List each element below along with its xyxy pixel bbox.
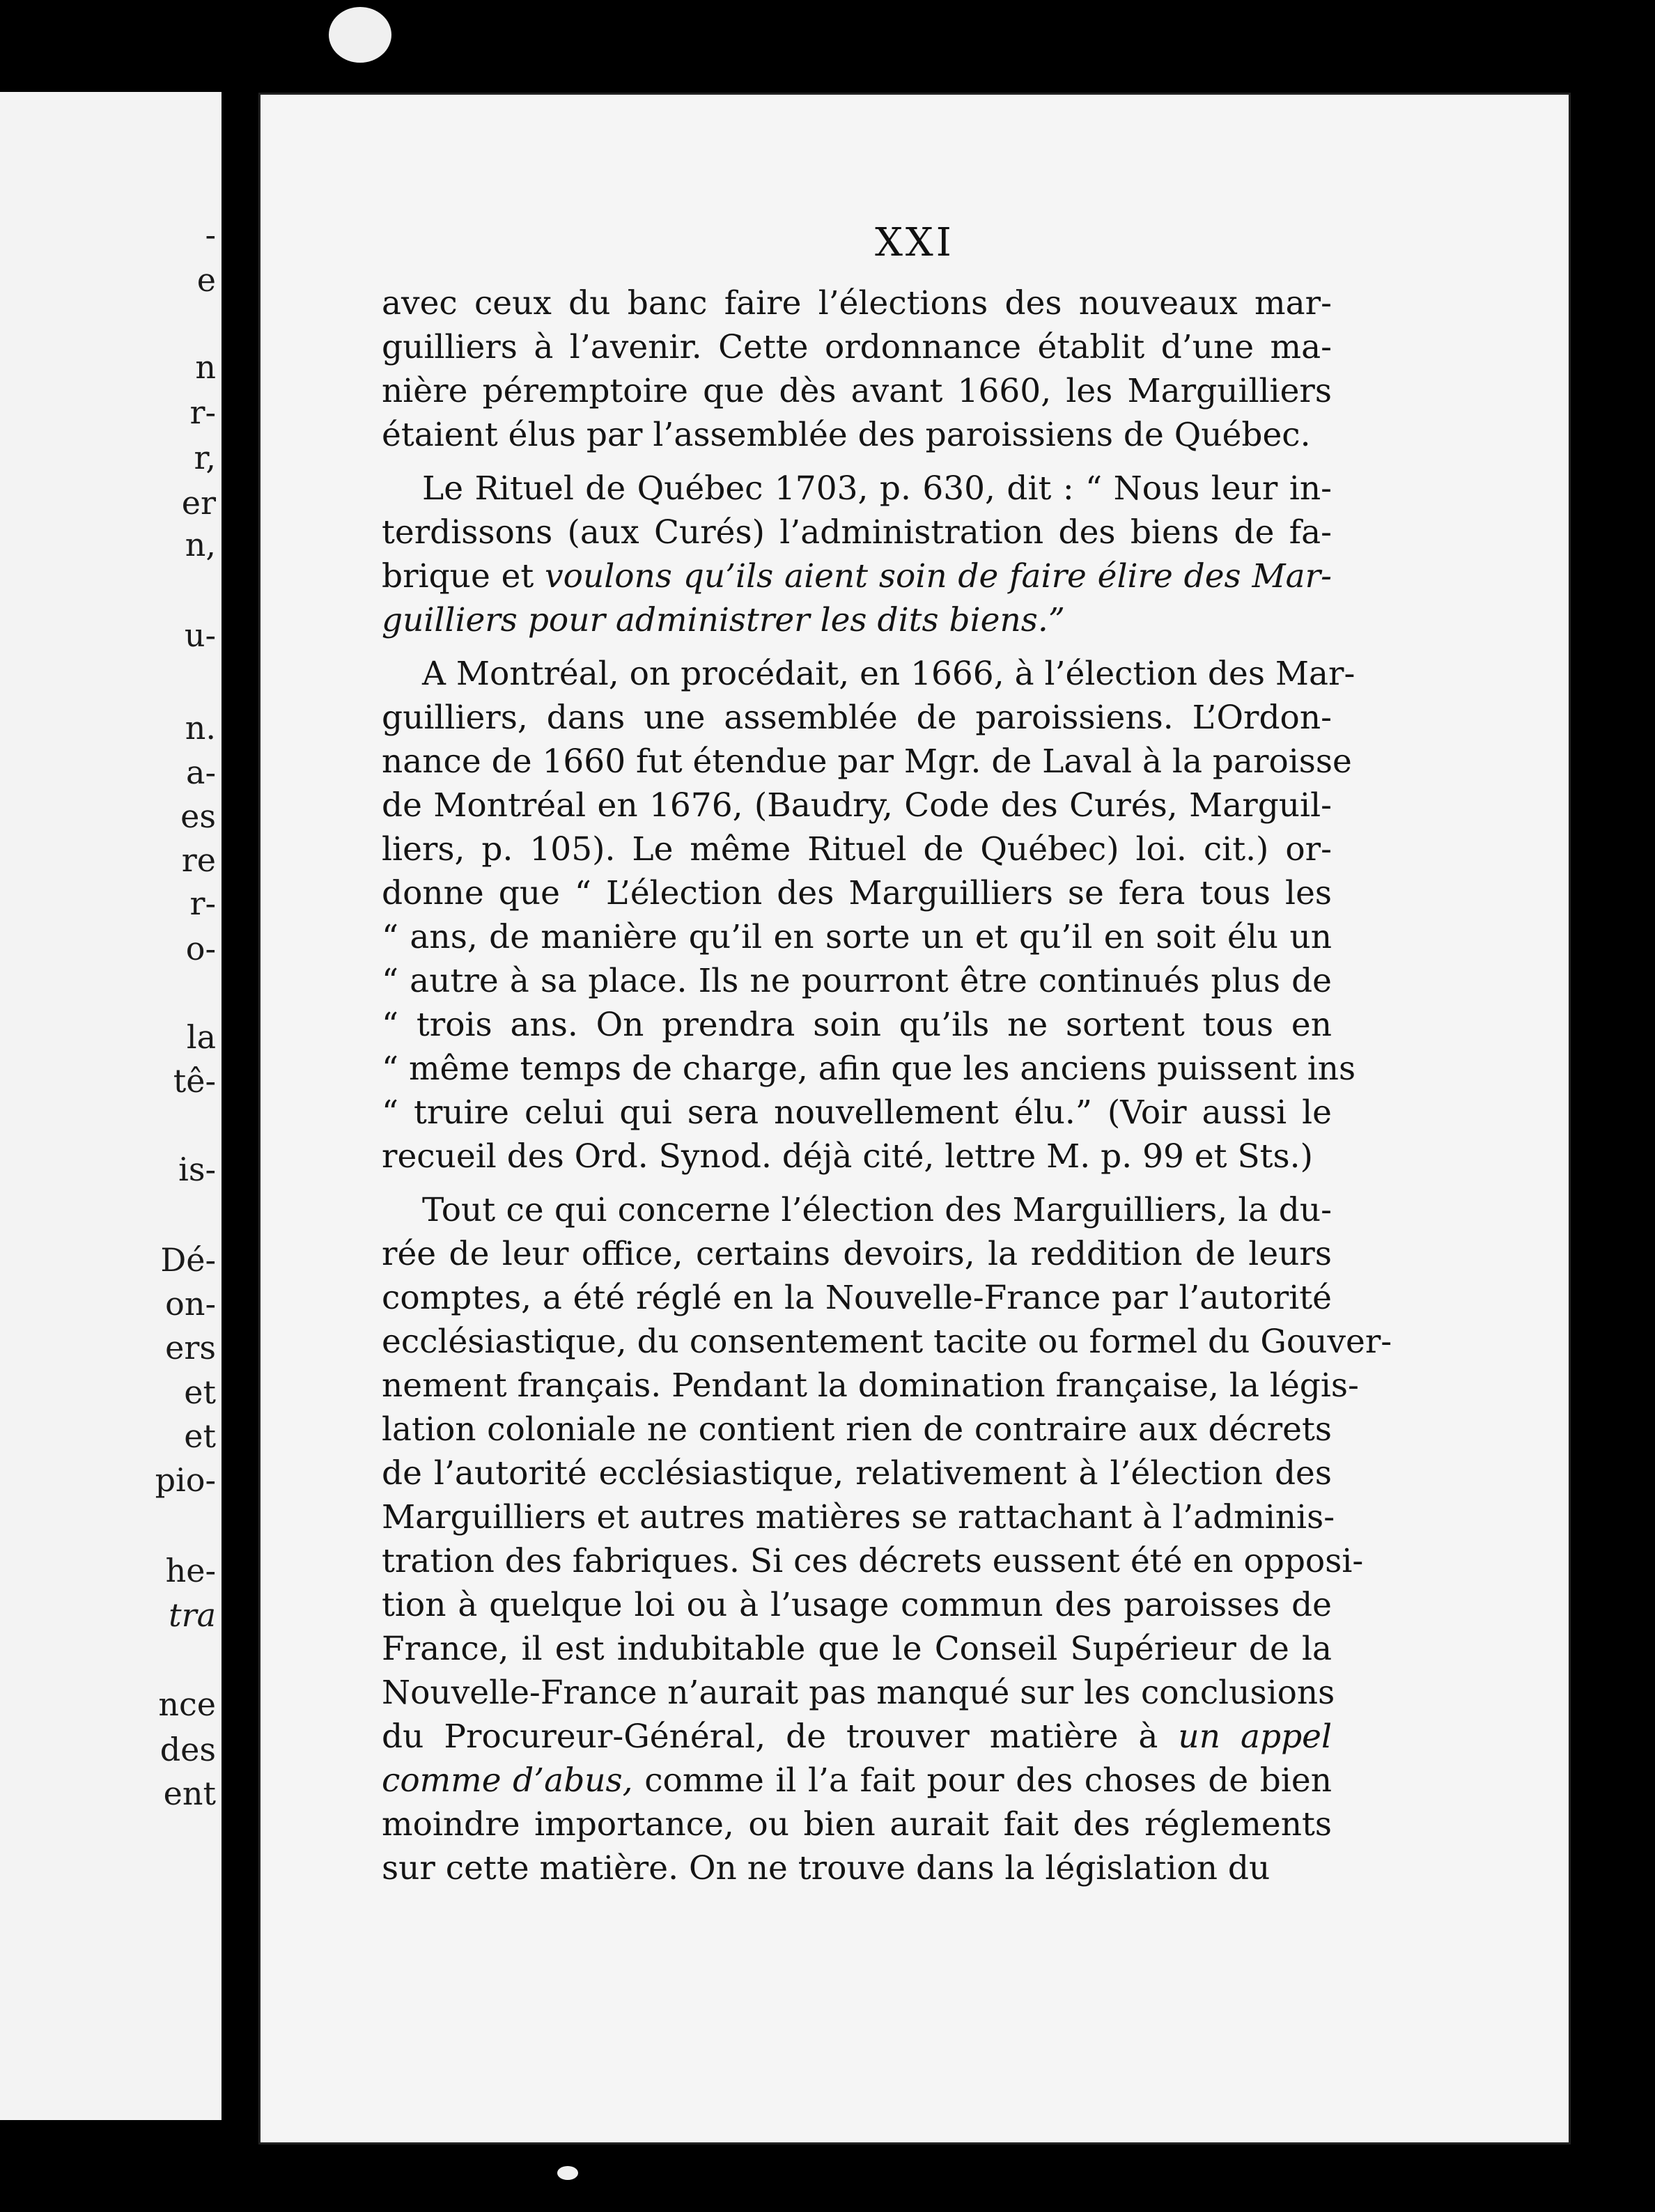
facing-page-fragment: tê-	[173, 1062, 216, 1100]
facing-page-fragment: e	[196, 261, 216, 299]
text-line: “ trois ans. On prendra soin qu’ils ne sortent tous en	[382, 1006, 1332, 1044]
text-line: moindre importance, ou bien aurait fait des réglements	[382, 1805, 1332, 1844]
facing-page-fragment: u-	[184, 616, 216, 654]
facing-page-fragment: n	[195, 348, 216, 386]
text-line: étaient élus par l’assemblée des paroissiens de Québec.	[382, 416, 1311, 454]
text-line: lation coloniale ne contient rien de contraire aux décrets	[382, 1410, 1332, 1449]
page-number: XXI	[875, 220, 954, 265]
text-line	[382, 554, 1332, 598]
text-line: recueil des Ord. Synod. déjà cité, lettre M. p. 99 et Sts.)	[382, 1137, 1313, 1176]
facing-page-edge	[0, 92, 222, 2120]
facing-page-fragment: o-	[185, 930, 216, 967]
paragraph-1	[382, 281, 1332, 457]
text-line: “ autre à sa place. Ils ne pourront être continués plus de	[382, 962, 1332, 1000]
text-line: nement français. Pendant la domination française, la légis-	[382, 1366, 1359, 1405]
paragraph-4	[382, 1188, 1392, 1890]
italic-segment: un appel	[1178, 1718, 1332, 1756]
text-segment: comme il l’a fait pour des choses de bien	[632, 1761, 1332, 1800]
facing-page-fragment: n.	[185, 709, 216, 747]
text-segment: du Procureur-Général, de trouver matière à	[382, 1718, 1179, 1756]
text-line: “ même temps de charge, afin que les anciens puissent ins	[382, 1050, 1356, 1088]
facing-page-fragment: nce	[158, 1685, 216, 1723]
facing-page-fragment: Dé-	[160, 1241, 216, 1279]
facing-page-fragment: pio-	[155, 1461, 216, 1499]
text-line: avec ceux du banc faire l’élections des nouveaux mar-	[382, 284, 1332, 322]
text-line: Nouvelle-France n’aurait pas manqué sur les conclusions	[382, 1674, 1335, 1712]
text-line: rée de leur office, certains devoirs, la reddition de leurs	[382, 1235, 1332, 1273]
book-page	[261, 95, 1569, 2142]
facing-page-fragment: et	[184, 1417, 216, 1455]
text-line: tration des fabriques. Si ces décrets eussent été en opposi-	[382, 1542, 1364, 1580]
text-line: comptes, a été réglé en la Nouvelle-France par l’autorité	[382, 1279, 1332, 1317]
text-line: nière péremptoire que dès avant 1660, les Marguilliers	[382, 372, 1332, 410]
facing-page-fragment: tra	[169, 1596, 216, 1634]
text-line: tion à quelque loi ou à l’usage commun des paroisses de	[382, 1586, 1332, 1624]
facing-page-fragment: is-	[178, 1151, 216, 1188]
text-line	[382, 1759, 1332, 1802]
dust-speck	[329, 7, 391, 63]
facing-page-fragment: -	[205, 216, 216, 254]
text-line: sur cette matière. On ne trouve dans la législation du	[382, 1849, 1271, 1887]
text-line: Tout ce qui concerne l’élection des Marguilliers, la du-	[422, 1191, 1332, 1229]
facing-page-fragment: he-	[165, 1552, 216, 1589]
dust-speck	[557, 2166, 578, 2180]
text-line: terdissons (aux Curés) l’administration des biens de fa-	[382, 513, 1332, 552]
facing-page-fragment: r-	[189, 885, 216, 922]
facing-page-fragment: re	[181, 841, 216, 879]
facing-page-fragment: ent	[163, 1775, 216, 1812]
text-line: de Montréal en 1676, (Baudry, Code des Curés, Marguil-	[382, 786, 1332, 825]
facing-page-fragment: la	[186, 1018, 216, 1056]
facing-page-fragment: a-	[186, 754, 216, 791]
italic-segment: comme d’abus,	[382, 1761, 633, 1800]
facing-page-fragment: es	[180, 797, 216, 835]
text-segment: brique et	[382, 557, 545, 595]
text-line: Le Rituel de Québec 1703, p. 630, dit : “ Nous leur in-	[422, 469, 1332, 508]
text-line: “ truire celui qui sera nouvellement élu.” (Voir aussi le	[382, 1093, 1332, 1132]
text-line: guilliers à l’avenir. Cette ordonnance établit d’une ma-	[382, 328, 1332, 366]
text-line: guilliers pour administrer les dits biens.”	[382, 601, 1065, 639]
text-line	[382, 1715, 1332, 1759]
facing-page-fragment: n,	[185, 526, 216, 563]
facing-page-fragment: des	[160, 1731, 216, 1768]
text-line: donne que “ L’élection des Marguilliers se fera tous les	[382, 874, 1332, 912]
italic-segment: voulons qu’ils aient soin de faire élire des Mar-	[545, 557, 1332, 595]
paragraph-2	[382, 467, 1332, 642]
text-line: A Montréal, on procédait, en 1666, à l’élection des Mar-	[422, 655, 1355, 693]
text-line: “ ans, de manière qu’il en sorte un et qu’il en soit élu un	[382, 918, 1332, 956]
facing-page-fragment: on-	[165, 1285, 216, 1323]
text-line: France, il est indubitable que le Conseil Supérieur de la	[382, 1630, 1332, 1668]
facing-page-fragment: er	[181, 484, 216, 522]
facing-page-fragment: et	[184, 1373, 216, 1411]
facing-page-fragment: r,	[194, 439, 216, 476]
text-line: Marguilliers et autres matières se rattachant à l’adminis-	[382, 1498, 1335, 1536]
page-body	[382, 281, 1392, 1890]
text-line: ecclésiastique, du consentement tacite ou formel du Gouver-	[382, 1323, 1392, 1361]
facing-page-fragment: ers	[165, 1329, 216, 1366]
paragraph-3	[382, 652, 1356, 1178]
facing-page-fragment: r-	[189, 394, 216, 431]
text-line: guilliers, dans une assemblée de paroissiens. L’Ordon-	[382, 699, 1332, 737]
text-line: nance de 1660 fut étendue par Mgr. de Laval à la paroisse	[382, 742, 1352, 781]
text-line: liers, p. 105). Le même Rituel de Québec) loi. cit.) or-	[382, 830, 1332, 869]
text-line: de l’autorité ecclésiastique, relativement à l’élection des	[382, 1454, 1332, 1493]
